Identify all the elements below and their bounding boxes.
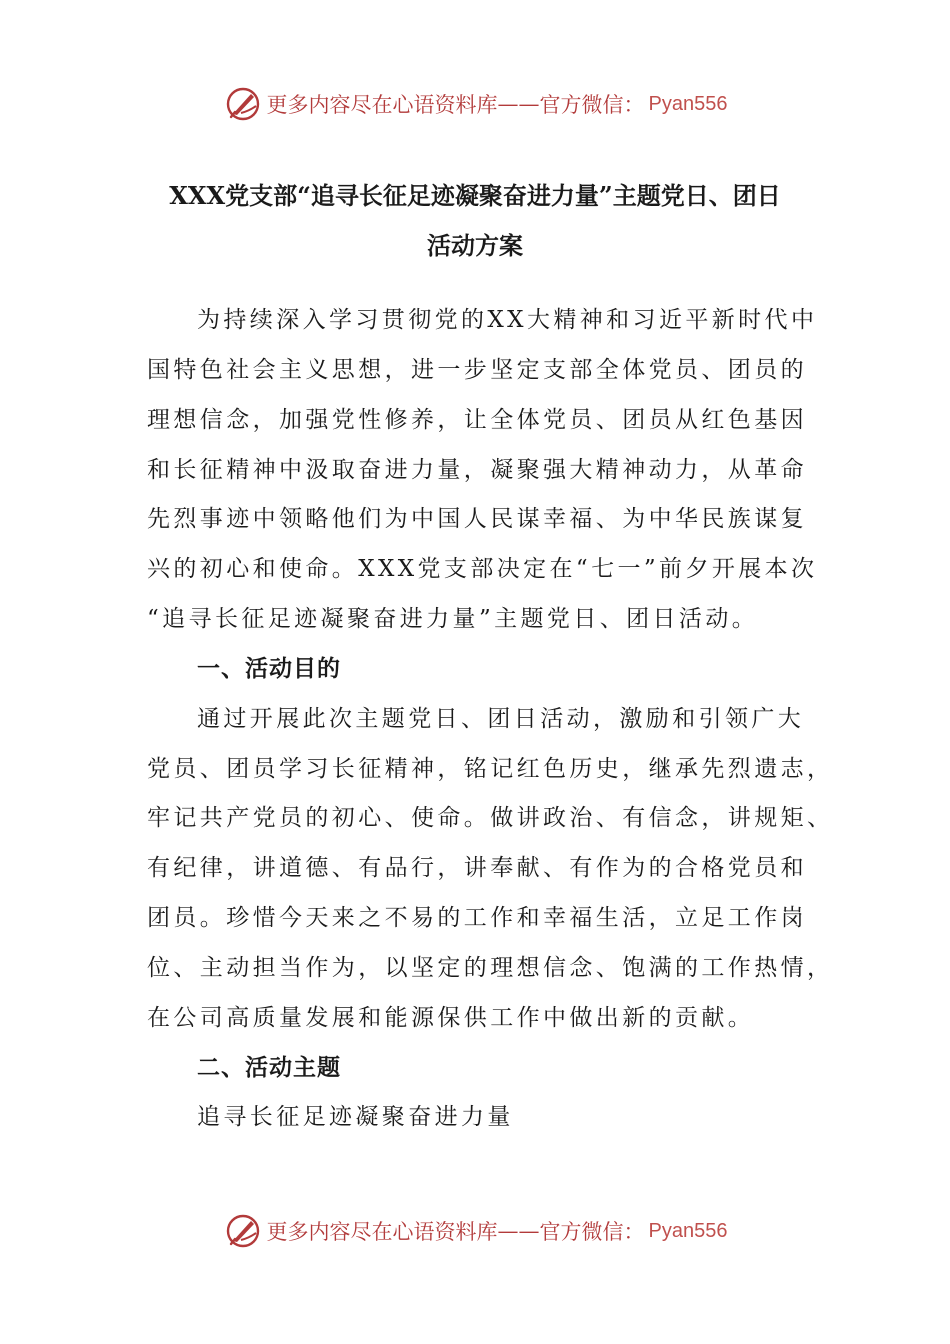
watermark-text: 更多内容尽在心语资料库 bbox=[266, 93, 498, 117]
watermark-footer bbox=[0, 1211, 950, 1251]
paragraph-line: 团员。珍惜今天来之不易的工作和幸福生活，立足工作岗 bbox=[147, 905, 807, 931]
watermark-text: 更多内容尽在心语资料库 bbox=[266, 1220, 498, 1244]
paragraph-line: 兴的初心和使命。XXX党支部决定在“七一”前夕开展本次 bbox=[147, 556, 818, 582]
paragraph-line: 位、主动担当作为，以坚定的理想信念、饱满的工作热情， bbox=[147, 955, 834, 981]
paragraph-line: 牢记共产党员的初心、使命。做讲政治、有信念，讲规矩、 bbox=[147, 805, 834, 831]
section-heading-purpose: 一、活动目的 bbox=[197, 655, 341, 682]
paragraph-line: 为持续深入学习贯彻党的XX大精神和习近平新时代中 bbox=[197, 307, 818, 333]
paragraph-line: 国特色社会主义思想，进一步坚定支部全体党员、团员的 bbox=[147, 357, 807, 383]
paragraph-line: 理想信念，加强党性修养，让全体党员、团员从红色基因 bbox=[147, 407, 807, 433]
paragraph-line: 通过开展此次主题党日、团日活动，激励和引领广大 bbox=[197, 706, 805, 732]
watermark-wechat-id: Pyan556 bbox=[648, 1219, 728, 1242]
quill-logo-icon bbox=[223, 1211, 263, 1251]
paragraph-line: 有纪律，讲道德、有品行，讲奉献、有作为的合格党员和 bbox=[147, 855, 807, 881]
paragraph-line: 和长征精神中汲取奋进力量，凝聚强大精神动力，从革命 bbox=[147, 457, 807, 483]
paragraph-line: 党员、团员学习长征精神，铭记红色历史，继承先烈遗志， bbox=[147, 756, 834, 782]
quill-logo-icon bbox=[223, 84, 263, 124]
watermark-wechat-label: 官方微信： bbox=[539, 93, 645, 117]
watermark-wechat-id: Pyan556 bbox=[648, 92, 728, 115]
watermark-dash: —— bbox=[497, 92, 540, 116]
watermark-dash: —— bbox=[497, 1219, 540, 1243]
document-title-line1: XXX党支部“追寻长征足迹凝聚奋进力量”主题党日、团日 bbox=[169, 181, 781, 210]
theme-text: 追寻长征足迹凝聚奋进力量 bbox=[197, 1104, 514, 1130]
paragraph-line: 在公司高质量发展和能源保供工作中做出新的贡献。 bbox=[147, 1005, 755, 1031]
paragraph-line: 先烈事迹中领略他们为中国人民谋幸福、为中华民族谋复 bbox=[147, 506, 807, 532]
document-title-line2: 活动方案 bbox=[427, 231, 523, 260]
watermark-header bbox=[0, 84, 950, 124]
section-heading-theme: 二、活动主题 bbox=[197, 1054, 341, 1081]
paragraph-line: “追寻长征足迹凝聚奋进力量”主题党日、团日活动。 bbox=[147, 606, 759, 632]
watermark-wechat-label: 官方微信： bbox=[539, 1220, 645, 1244]
